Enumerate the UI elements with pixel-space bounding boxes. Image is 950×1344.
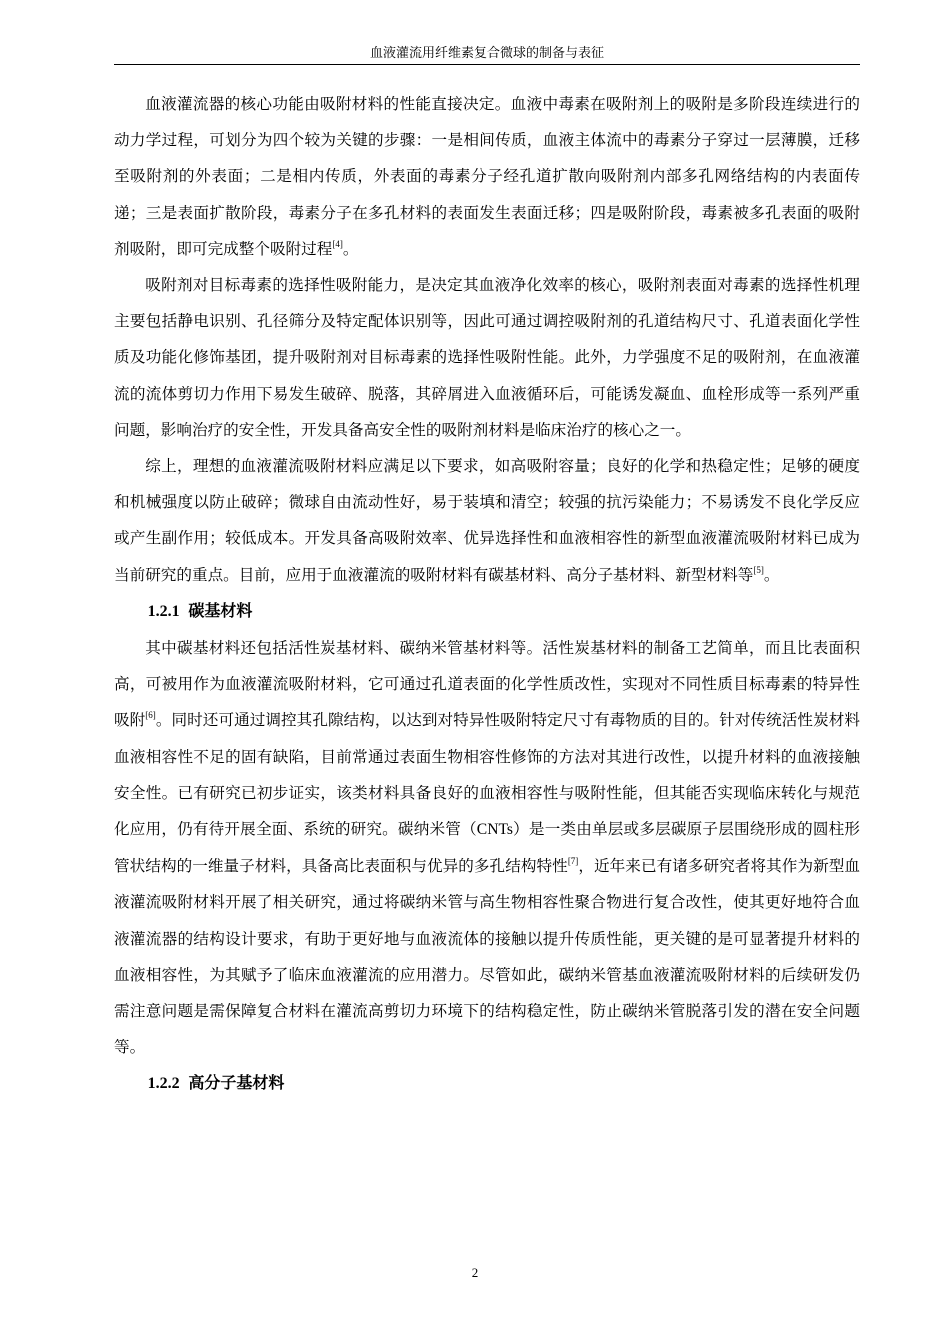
citation: [7] bbox=[567, 856, 579, 867]
section-heading-carbon bbox=[114, 593, 860, 630]
citation: [4] bbox=[332, 238, 343, 249]
paragraph-carbon-materials bbox=[114, 630, 860, 1065]
section-title: 碳基材料 bbox=[188, 600, 253, 620]
page-number: 2 bbox=[471, 1265, 479, 1280]
paragraph-text: 吸附剂对目标毒素的选择性吸附能力，是决定其血液净化效率的核心，吸附剂表面对毒素的选择性机理主要包括静电识别、孔径筛分及特定配体识别等，因此可通过调控吸附剂的孔道结构尺寸、孔道表面化学性质及功能化修饰基团，提升吸附剂对目标毒素的选择性吸附性能。此外，力学强度不足的吸附剂，在血液灌流的流体剪切力作用下易发生破碎、脱落，其碎屑进入血液循环后，可能诱发凝血、血栓形成等一系列严重问题，影响治疗的安全性，开发具备高安全性的吸附剂材料是临床治疗的核心之一。 bbox=[114, 276, 860, 439]
paragraph-selectivity bbox=[114, 267, 860, 448]
paragraph-text: ，近年来已有诸多研究者将其作为新型血液灌流吸附材料开展了相关研究，通过将碳纳米管与高生物相容性聚合物进行复合改性，使其更好地符合血液灌流器的结构设计要求，有助于更好地与血液流体的接触以提升传质性能，更关键的是可显著提升材料的血液相容性，为其赋予了临床血液灌流的应用潜力。尽管如此，碳纳米管基血液灌流吸附材料的后续研发仍需注意问题是需保障复合材料在灌流高剪切力环境下的结构稳定性，防止碳纳米管脱落引发的潜在安全问题等。 bbox=[114, 857, 860, 1057]
body-text bbox=[114, 86, 860, 1103]
paragraph-text: ）是一类由单层或多层碳原子层围绕形成的圆柱形管状结构的一维量子材料，具备高比表面积与优异的多孔结构特性 bbox=[114, 820, 860, 876]
paragraph-text: 其中碳基材料还包括活性炭基材料、碳纳米管基材料等。活性炭基材料的制备工艺简单，而且比表面积高，可被用作为血液灌流吸附材料，它可通过孔道表面的化学性质改性，实现对不同性质目标毒素的特异性吸附 bbox=[114, 639, 860, 730]
citation: [6] bbox=[145, 710, 156, 721]
section-heading-polymer bbox=[114, 1065, 860, 1102]
section-title: 高分子基材料 bbox=[188, 1073, 285, 1093]
paragraph-text: 。同时还可通过调控其孔隙结构，以达到对特异性吸附特定尺寸有毒物质的目的。针对传统活性炭材料血液相容性不足的固有缺陷，目前常通过表面生物相容性修饰的方法对其进行改性，以提升材料的血液接触安全性。已有研究已初步证实，该类材料具备良好的血液相容性与吸附性能，但其能否实现临床转化与规范化应用，仍有待开展全面、系统的研究。碳纳米管（ bbox=[114, 711, 860, 839]
header-rule bbox=[114, 64, 860, 65]
paragraph-adsorption-steps bbox=[114, 86, 860, 267]
citation: [5] bbox=[753, 564, 764, 575]
paragraph-text: 血液灌流器的核心功能由吸附材料的性能直接决定。血液中毒素在吸附剂上的吸附是多阶段连续进行的动力学过程，可划分为四个较为关键的步骤：一是相间传质，血液主体流中的毒素分子穿过一层薄膜，迁移至吸附剂的外表面；二是相内传质，外表面的毒素分子经孔道扩散向吸附剂内部多孔网络结构的内表面传递；三是表面扩散阶段，毒素分子在多孔材料的表面发生表面迁移；四是吸附阶段，毒素被多孔表面的吸附剂吸附，即可完成整个吸附过程 bbox=[114, 95, 860, 258]
paragraph-tail: 。 bbox=[342, 239, 359, 258]
section-number: 1.2.2 bbox=[147, 1075, 180, 1093]
paragraph-text: 综上，理想的血液灌流吸附材料应满足以下要求，如高吸附容量；良好的化学和热稳定性；足够的硬度和机械强度以防止破碎；微球自由流动性好，易于装填和清空；较强的抗污染能力；不易诱发不良化学反应或产生副作用；较低成本。开发具备高吸附效率、优异选择性和血液相容性的新型血液灌流吸附材料已成为当前研究的重点。目前，应用于血液灌流的吸附材料有碳基材料、高分子基材料、新型材料等 bbox=[114, 457, 860, 584]
section-number: 1.2.1 bbox=[147, 602, 180, 620]
abbreviation: CNTs bbox=[476, 821, 513, 839]
paragraph-requirements bbox=[114, 448, 860, 593]
running-header: 血液灌流用纤维素复合微球的制备与表征 bbox=[369, 46, 604, 61]
paragraph-tail: 。 bbox=[763, 565, 780, 584]
